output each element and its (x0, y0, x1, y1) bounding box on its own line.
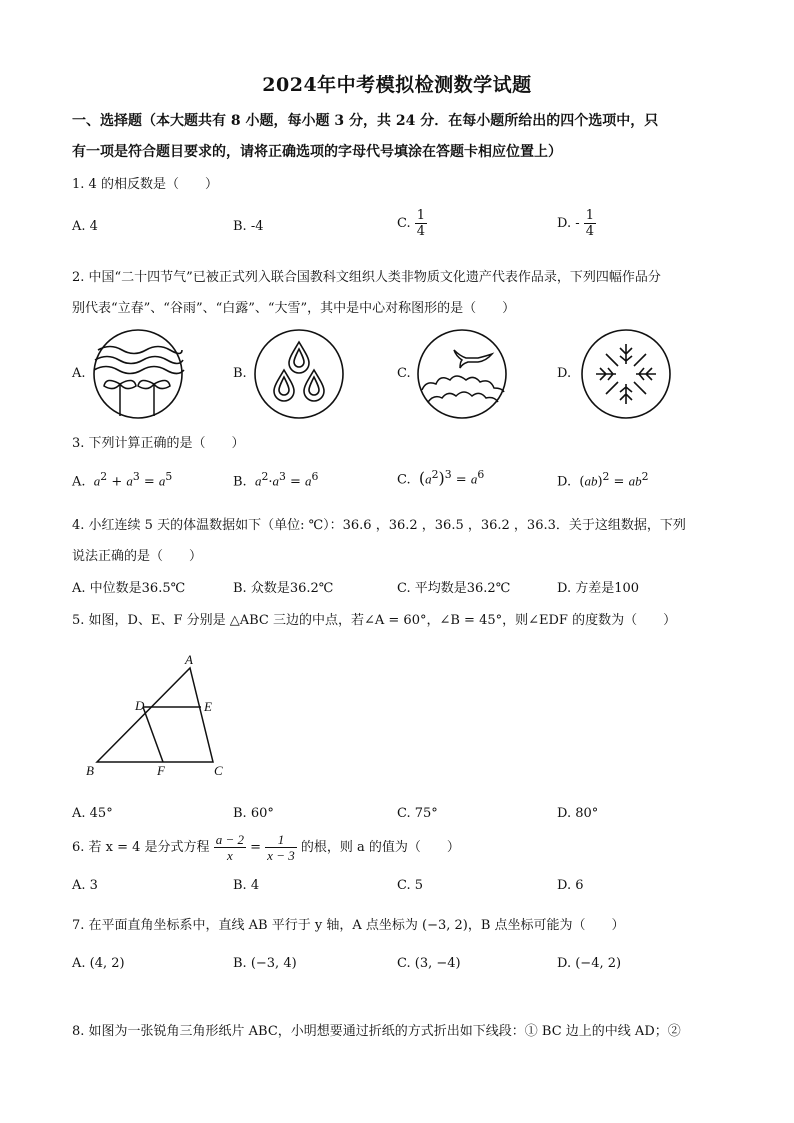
question-7-stem: 7. 在平面直角坐标系中，直线 AB 平行于 y 轴，A 点坐标为 (−3, 2)，B 点坐标可能为（ ） (72, 918, 625, 933)
q5-option-b: B. 60° (233, 806, 274, 821)
q4-option-a: A. 中位数是36.5℃ (72, 581, 186, 596)
vertex-label-c: C (214, 763, 223, 778)
major-snow-image (580, 328, 672, 420)
q6-option-b: B. 4 (233, 878, 260, 893)
q7-option-b: B. (−3, 4) (233, 956, 297, 971)
vertex-label-d: D (135, 698, 145, 713)
question-4-line2: 说法正确的是（ ） (72, 549, 203, 564)
q3-option-b: B. $a^2\cdot a^3 = a^6$ (233, 470, 319, 490)
vertex-label-f: F (157, 763, 165, 778)
vertex-label-e: E (204, 699, 212, 714)
segment-df (143, 707, 163, 762)
q5-option-c: C. 75° (397, 806, 438, 821)
q3-option-c: C. $(a^2)^3 = a^6$ (397, 468, 485, 488)
section-heading-line2: 有一项是符合题目要求的，请将正确选项的字母代号填涂在答题卡相应位置上） (72, 144, 562, 160)
q7-option-c: C. (3, −4) (397, 956, 461, 971)
question-1-stem: 1. 4 的相反数是（ ） (72, 177, 218, 192)
q1-option-d-fraction (584, 208, 596, 239)
q1-option-c-label: C. (397, 216, 411, 231)
question-3-stem: 3. 下列计算正确的是（ ） (72, 436, 245, 451)
q6-prefix: 6. 若 x = 4 是分式方程 (72, 840, 210, 855)
q5-option-a: A. 45° (72, 806, 113, 821)
q3-option-d-label: D. (557, 474, 572, 490)
q6-option-d: D. 6 (557, 878, 584, 893)
question-4-line1: 4. 小红连续 5 天的体温数据如下（单位: ℃）：36.6 ，36.2 ，36.5 ，36.2 ，36.3．关于这组数据，下列 (72, 518, 686, 533)
vertex-label-b: B (86, 763, 94, 778)
q6-equals: = (250, 840, 262, 855)
question-5-stem: 5. 如图，D、E、F 分别是 △ABC 三边的中点，若∠A = 60°，∠B = 45°，则∠EDF 的度数为（ ） (72, 613, 677, 628)
q3-option-b-label: B. (233, 474, 247, 490)
fraction-denominator: x − 3 (267, 848, 295, 863)
q3-option-a: A. $a^2 + a^3 = a^5$ (72, 470, 173, 490)
q4-option-c: C. 平均数是36.2℃ (397, 581, 511, 596)
q7-option-d: D. (−4, 2) (557, 956, 622, 971)
section-heading-line1: 一、选择题（本大题共有 8 小题，每小题 3 分，共 24 分．在每小题所给出的四个选项中，只 (72, 113, 659, 129)
fraction-denominator: x (226, 848, 233, 863)
grain-rain-image (253, 328, 345, 420)
question-8-stem: 8. 如图为一张锐角三角形纸片 ABC，小明想要通过折纸的方式折出如下线段：① BC 边上的中线 AD；② (72, 1024, 681, 1039)
q2-option-c-label: C. (397, 366, 411, 381)
spring-begins-image (92, 328, 184, 420)
q5-option-d: D. 80° (557, 806, 599, 821)
q6-suffix: 的根，则 a 的值为（ ） (300, 840, 460, 855)
q1-option-d (557, 208, 596, 239)
q7-option-a: A. (4, 2) (72, 956, 125, 971)
q1-option-d-label: D. - (557, 216, 580, 231)
q1-option-c-fraction (415, 208, 427, 239)
q2-option-b-label: B. (233, 366, 247, 381)
fraction-numerator: 1 (265, 832, 297, 848)
triangle-abc-figure (80, 650, 240, 780)
q2-option-d-label: D. (557, 366, 572, 381)
exam-title: 2024年中考模拟检测数学试题 (262, 74, 532, 96)
fraction-numerator: 1 (416, 208, 426, 223)
fraction-numerator: a − 2 (215, 832, 244, 847)
q2-option-a-label: A. (72, 366, 86, 381)
q6-option-c: C. 5 (397, 878, 424, 893)
q1-option-a: A. 4 (72, 219, 98, 234)
q1-option-b: B. -4 (233, 219, 264, 234)
fraction-denominator: 4 (585, 224, 595, 239)
question-6-stem (72, 832, 460, 863)
white-dew-image (416, 328, 508, 420)
q3-option-c-label: C. (397, 472, 411, 488)
fraction-denominator: 4 (416, 224, 426, 239)
q1-option-c (397, 208, 427, 239)
question-2-line2: 别代表“立春”、“谷雨”、“白露”、“大雪”，其中是中心对称图形的是（ ） (72, 301, 516, 316)
q6-fraction-left (214, 832, 246, 863)
q6-option-a: A. 3 (72, 878, 98, 893)
q6-fraction-right (265, 832, 297, 863)
q4-option-d: D. 方差是100 (557, 581, 640, 596)
q4-option-b: B. 众数是36.2℃ (233, 581, 334, 596)
question-2-line1: 2. 中国“二十四节气”已被正式列入联合国教科文组织人类非物质文化遗产代表作品录，下列四幅作品分 (72, 270, 661, 285)
fraction-numerator: 1 (585, 208, 595, 223)
vertex-label-a: A (185, 652, 193, 667)
q3-option-a-label: A. (72, 474, 86, 490)
q3-option-d: D. $(ab)^2 = ab^2$ (557, 470, 649, 490)
triangle-abc (97, 668, 213, 762)
